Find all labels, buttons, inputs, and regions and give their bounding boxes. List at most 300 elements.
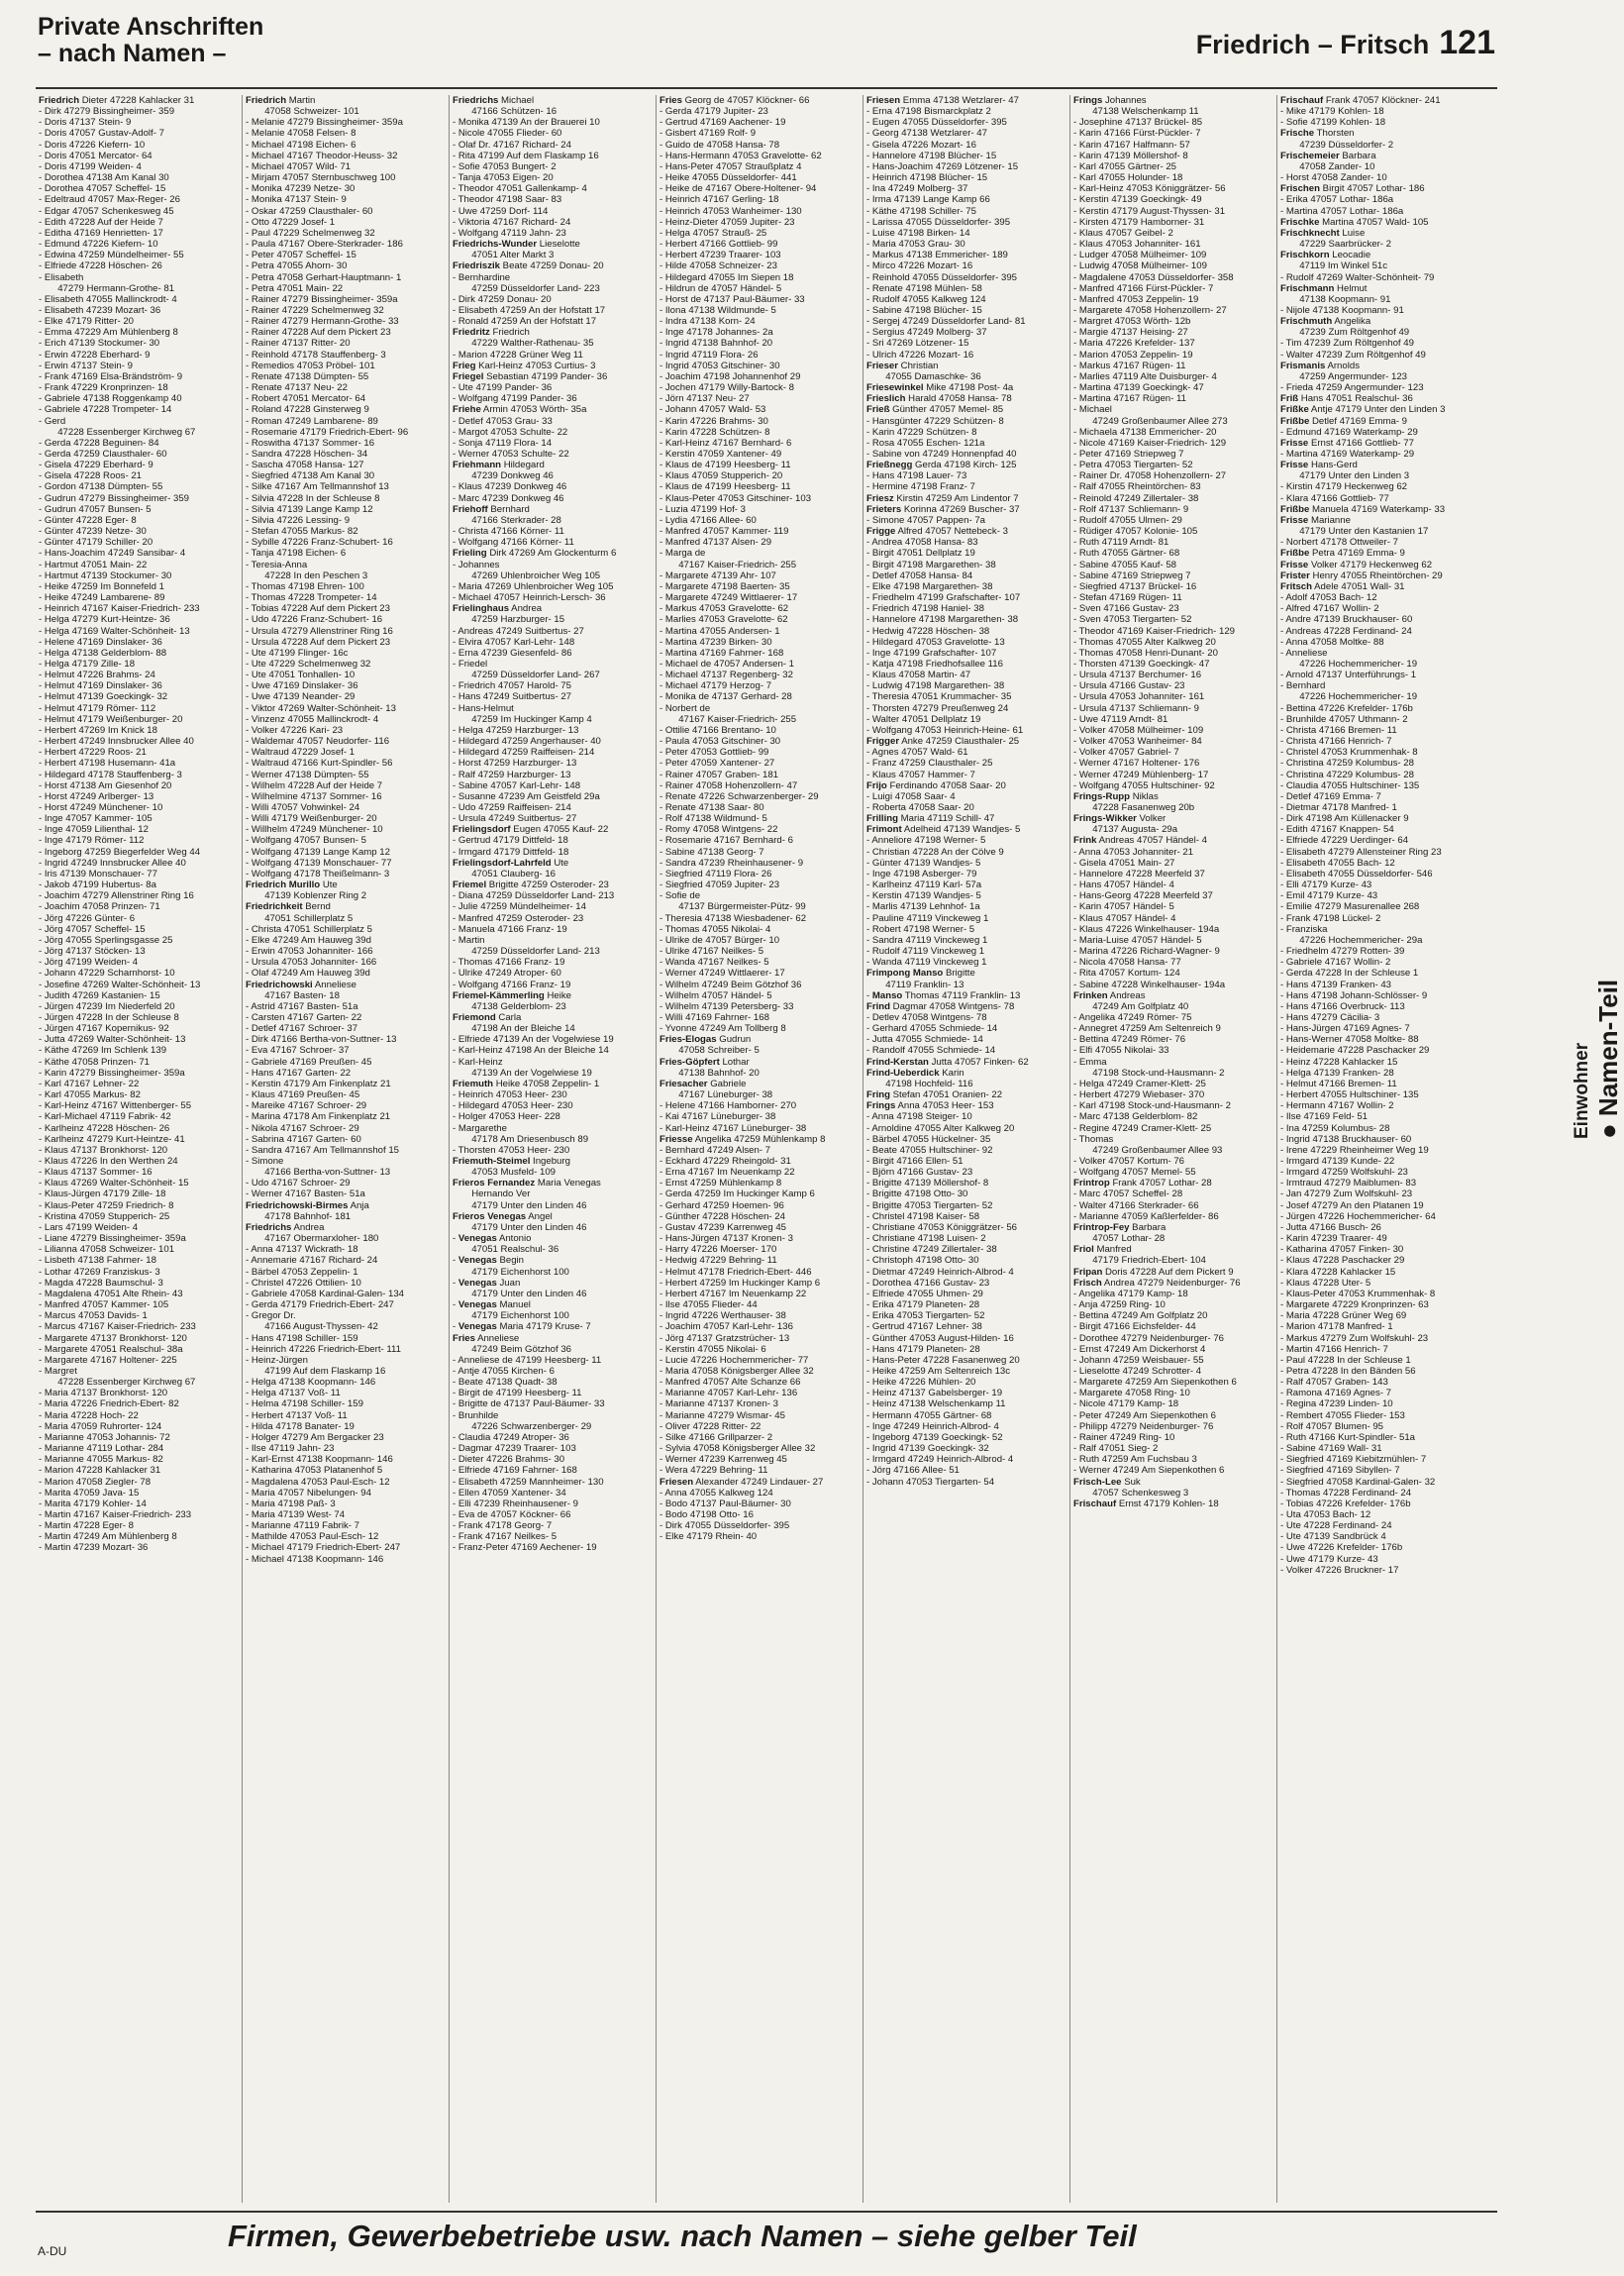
- directory-entry: - Emma 47229 Am Mühlenberg 8: [39, 327, 178, 339]
- directory-entry: - Gabriele 47169 Preußen- 45: [246, 1056, 372, 1068]
- directory-entry: - Heidemarie 47228 Paschacker 29: [1280, 1045, 1430, 1057]
- directory-entry: 47259 Düsseldorfer Land- 223: [453, 282, 600, 294]
- directory-entry: - Ute 47229 Schelmenweg 32: [246, 658, 371, 670]
- directory-entry: - Annegret 47259 Am Seltenreich 9: [1073, 1023, 1221, 1035]
- directory-entry: - Ingrid 47119 Flora- 26: [660, 349, 759, 361]
- directory-entry: - Hans-Joachim 47269 Lötzener- 15: [866, 160, 1019, 172]
- directory-entry: - Klaus 47169 Preußen- 45: [246, 1089, 360, 1101]
- directory-entry: - Friedel: [453, 658, 488, 670]
- directory-entry: - Marion 47228 Kahlacker 31: [39, 1465, 161, 1477]
- directory-entry: Frieslich Harald 47058 Hansa- 78: [866, 393, 1012, 405]
- directory-entry: - Klara 47166 Gottlieb- 77: [1280, 492, 1389, 504]
- directory-entry: - Antje 47055 Kirchen- 6: [453, 1365, 555, 1377]
- directory-entry: - Sandra 47119 Vinckeweg 1: [866, 934, 988, 946]
- directory-entry: - Martina 47167 Rügen- 11: [1073, 393, 1186, 405]
- directory-entry: - Wilhelm 47228 Auf der Heide 7: [246, 779, 383, 791]
- directory-entry: - Gerda 47179 Friedrich-Ebert- 247: [246, 1299, 394, 1311]
- directory-entry: - Rudolf 47269 Walter-Schönheit- 79: [1280, 271, 1435, 283]
- directory-entry: - Roman 47249 Lambarene- 89: [246, 415, 378, 427]
- directory-entry: - Ute 47199 Pander- 36: [453, 382, 553, 394]
- directory-entry: - Josefine 47269 Walter-Schönheit- 13: [39, 979, 201, 990]
- directory-entry: - Thomas 47058 Henri-Dunant- 20: [1073, 647, 1218, 659]
- directory-entry: 47166 Schützen- 16: [453, 106, 558, 118]
- directory-entry: - Dirk 47259 Donau- 20: [453, 293, 552, 305]
- directory-entry: - Andre 47139 Bruckhauser- 60: [1280, 614, 1413, 626]
- directory-entry: - Heinz-Jürgen: [246, 1354, 308, 1366]
- directory-entry: - Ursula 47166 Gustav- 23: [1073, 680, 1185, 692]
- directory-entry: - Marlies 47119 Alte Duisburger- 4: [1073, 370, 1217, 382]
- directory-entry: - Rainer 47228 Auf dem Pickert 23: [246, 327, 391, 339]
- directory-entry: 47138 Welschenkamp 11: [1073, 106, 1199, 118]
- directory-entry: - Werner 47249 Am Siepenkothen 6: [1073, 1465, 1225, 1477]
- directory-entry: - Martina 47139 Goeckingk- 47: [1073, 382, 1204, 394]
- directory-entry: Friehe Armin 47053 Wörth- 35a: [453, 404, 587, 416]
- directory-entry: - Sergius 47249 Molberg- 37: [866, 327, 987, 339]
- directory-entry: - Käthe 47058 Prinzen- 71: [39, 1056, 151, 1068]
- directory-entry: - Brigitte 47139 Möllershof- 8: [866, 1178, 989, 1190]
- directory-entry: - Dietmar 47178 Manfred- 1: [1280, 802, 1397, 813]
- directory-entry: - Martin: [453, 934, 485, 946]
- directory-entry: - Gerda 47228 In der Schleuse 1: [1280, 968, 1419, 980]
- directory-entry: - Ramona 47169 Agnes- 7: [1280, 1388, 1392, 1399]
- directory-entry: - Guido de 47058 Hansa- 78: [660, 139, 780, 151]
- directory-entry: - Klaus 47059 Stupperich- 20: [660, 470, 783, 482]
- directory-entry: - Renate 47138 Dümpten- 55: [246, 370, 369, 382]
- directory-entry: - Rainer 47057 Graben- 181: [660, 769, 778, 780]
- directory-entry: Friehmann Hildegard: [453, 460, 545, 471]
- directory-entry: - Birgit 47166 Eichsfelder- 44: [1073, 1321, 1196, 1333]
- directory-entry: - Margarete 47058 Ring- 10: [1073, 1388, 1190, 1399]
- directory-entry: 47139 Koblenzer Ring 2: [246, 890, 367, 902]
- directory-entry: - Rüdiger 47057 Kolonie- 105: [1073, 526, 1198, 538]
- directory-column-7: [1277, 95, 1484, 2203]
- directory-entry: Friehoff Bernhard: [453, 503, 530, 515]
- directory-entry: 47057 Lothar- 28: [1073, 1233, 1166, 1245]
- directory-entry: - Hildegard 47259 Angerhauser- 40: [453, 736, 601, 748]
- directory-entry: - Wolfgang 47139 Monschauer- 77: [246, 857, 392, 869]
- directory-entry: - Hildrun de 47057 Händel- 5: [660, 282, 782, 294]
- directory-entry: - Bodo 47137 Paul-Bäumer- 30: [660, 1498, 791, 1509]
- directory-entry: - Theodor 47169 Kaiser-Friedrich- 129: [1073, 625, 1235, 637]
- directory-entry: - Elfriede 47169 Fahrner- 168: [453, 1465, 577, 1477]
- directory-entry: - Uwe 47179 Kurze- 43: [1280, 1553, 1378, 1565]
- directory-entry: - Yvonne 47249 Am Tollberg 8: [660, 1023, 786, 1035]
- directory-entry: 47259 Harzburger- 15: [453, 614, 565, 626]
- directory-entry: - Klaus 47226 Winkelhauser- 194a: [1073, 923, 1220, 935]
- directory-entry: - Rainer Dr. 47058 Hohenzollern- 27: [1073, 470, 1227, 482]
- directory-entry: - Klaus 47137 Bronkhorst- 120: [39, 1144, 168, 1156]
- directory-entry: - Sergej 47249 Düsseldorfer Land- 81: [866, 316, 1026, 328]
- directory-entry: - Sabine 47055 Kauf- 58: [1073, 559, 1177, 570]
- directory-entry: - Jutta 47055 Schmiede- 14: [866, 1034, 983, 1046]
- directory-entry: - Venegas Juan: [453, 1277, 521, 1289]
- directory-entry: - Klaus 47057 Hammer- 7: [866, 769, 975, 780]
- directory-entry: Frischknecht Luise: [1280, 227, 1366, 239]
- directory-entry: 47055 Damaschke- 36: [866, 370, 981, 382]
- directory-entry: Frißbe Manuela 47169 Waterkamp- 33: [1280, 503, 1446, 515]
- directory-entry: - Tobias 47226 Krefelder- 176b: [1280, 1498, 1411, 1509]
- directory-entry: - Waltraud 47166 Kurt-Spindler- 56: [246, 758, 393, 770]
- directory-entry: - Anneliese: [1280, 647, 1328, 659]
- directory-entry: - Joachim 47058 Prinzen- 71: [39, 901, 160, 913]
- directory-entry: Friedrichkeit Bernd: [246, 901, 331, 913]
- directory-entry: - Gertrud 47179 Dittfeld- 18: [453, 835, 568, 847]
- directory-entry: - Manfred 47057 Kammer- 119: [660, 526, 789, 538]
- directory-entry: - Günter 47139 Wandjes- 5: [866, 857, 981, 869]
- directory-entry: 47166 Bertha-von-Suttner- 13: [246, 1167, 391, 1179]
- directory-entry: - Sandra 47228 Höschen- 34: [246, 449, 368, 460]
- directory-entry: - Lisbeth 47138 Fahrner- 18: [39, 1255, 156, 1267]
- directory-entry: - Klaus-Jürgen 47179 Zille- 18: [39, 1189, 166, 1200]
- directory-entry: - Johann 47259 Weisbauer- 55: [1073, 1354, 1204, 1366]
- directory-entry: - Ruth 47055 Gärtner- 68: [1073, 548, 1180, 560]
- directory-entry: - Heinz 47138 Welschenkamp 11: [866, 1398, 1006, 1410]
- directory-entry: - Rainer 47279 Bissingheimer- 359a: [246, 293, 398, 305]
- directory-entry: - Ulrike 47249 Atroper- 60: [453, 968, 561, 980]
- directory-entry: - Venegas Maria 47179 Kruse- 7: [453, 1321, 591, 1333]
- directory-entry: - Ilona 47138 Wildmunde- 5: [660, 304, 776, 316]
- directory-entry: - Karlheinz 47279 Kurt-Heintze- 41: [39, 1133, 185, 1145]
- directory-entry: - Rainer 47137 Ritter- 20: [246, 338, 351, 350]
- directory-entry: - Annemarie 47167 Richard- 24: [246, 1255, 378, 1267]
- directory-entry: - Horst 47259 Harzburger- 13: [453, 758, 577, 770]
- directory-entry: - Dorothea 47138 Am Kanal 30: [39, 172, 169, 184]
- directory-entry: Frilling Maria 47119 Schill- 47: [866, 813, 995, 825]
- directory-entry: - Lars 47199 Weiden- 4: [39, 1221, 139, 1233]
- directory-entry: - Alfred 47167 Wollin- 2: [1280, 603, 1379, 615]
- directory-entry: - Lydia 47166 Allee- 60: [660, 514, 757, 526]
- directory-entry: - Ingeborg 47139 Goeckingk- 52: [866, 1431, 1003, 1443]
- directory-entry: - Ronald 47259 An der Hofstatt 17: [453, 316, 597, 328]
- directory-entry: - Willi 47169 Fahrner- 168: [660, 1011, 769, 1023]
- footer-note: Firmen, Gewerbebetriebe usw. nach Namen – siehe gelber Teil: [228, 2219, 1137, 2253]
- directory-entry: 47198 Hochfeld- 116: [866, 1078, 973, 1089]
- directory-entry: 47228 Essenberger Kirchweg 67: [39, 1377, 196, 1389]
- directory-entry: 47228 Essenberger Kirchweg 67: [39, 426, 196, 438]
- directory-entry: - Brigitte 47053 Tiergarten- 52: [866, 1199, 993, 1211]
- directory-entry: - Michael 47137 Regenberg- 32: [660, 670, 793, 681]
- directory-entry: - Pauline 47119 Vinckeweg 1: [866, 912, 989, 924]
- directory-entry: - Ute 47051 Tonhallen- 10: [246, 670, 355, 681]
- directory-entry: - Jürgen 47167 Kopernikus- 92: [39, 1023, 169, 1035]
- directory-column-2: [243, 95, 450, 2203]
- directory-entry: - Hans 47167 Garten- 22: [246, 1067, 352, 1079]
- directory-entry: - Klaus de 47199 Heesberg- 11: [660, 481, 791, 493]
- directory-entry: - Marion 47228 Grüner Weg 11: [453, 349, 583, 361]
- directory-entry: - Ina 47249 Molberg- 37: [866, 183, 968, 195]
- directory-entry: Frischke Martina 47057 Wald- 105: [1280, 216, 1429, 228]
- directory-entry: - Elfriede 47228 Höschen- 26: [39, 260, 162, 272]
- directory-entry: - Udo 47167 Schroer- 29: [246, 1178, 351, 1190]
- directory-entry: - Arnoldine 47055 Alter Kalkweg 20: [866, 1122, 1015, 1134]
- directory-entry: - Mirjam 47057 Sternbuschweg 100: [246, 172, 396, 184]
- directory-entry: - Klaus 47057 Händel- 4: [1073, 912, 1176, 924]
- directory-entry: - Karin 47057 Händel- 5: [1073, 901, 1174, 913]
- directory-entry: - Uwe 47139 Neander- 29: [246, 691, 355, 703]
- directory-entry: - Marianne 47055 Markus- 82: [39, 1454, 163, 1466]
- directory-entry: - Karin 47166 Fürst-Pückler- 7: [1073, 128, 1201, 140]
- directory-entry: - Siegfried 47058 Kardinal-Galen- 32: [1280, 1476, 1436, 1488]
- directory-entry: - Helga 47139 Franken- 28: [1280, 1067, 1394, 1079]
- directory-entry: - Christa 47051 Schillerplatz 5: [246, 923, 372, 935]
- directory-entry: Frisch Andrea 47279 Neidenburger- 76: [1073, 1277, 1241, 1289]
- directory-entry: - Martin 47249 Am Mühlenberg 8: [39, 1531, 177, 1543]
- directory-entry: - Willi 47057 Vohwinkel- 24: [246, 802, 360, 813]
- directory-entry: Friesacher Gabriele: [660, 1078, 747, 1089]
- directory-entry: - Helene 47166 Hamborner- 270: [660, 1100, 797, 1112]
- directory-entry: - Ruth 47119 Arndt- 81: [1073, 537, 1169, 549]
- directory-entry: - Karl-Heinz 47167 Bernhard- 6: [660, 437, 792, 449]
- directory-entry: - Karin 47228 Schützen- 8: [660, 426, 770, 438]
- directory-entry: - Gisela 47229 Eberhard- 9: [39, 460, 153, 471]
- directory-entry: - Hermine 47198 Franz- 7: [866, 481, 975, 493]
- directory-entry: Friemel-Kämmerling Heike: [453, 989, 571, 1001]
- directory-entry: Frischmann Helmut: [1280, 282, 1368, 294]
- directory-entry: - Walter 47051 Dellplatz 19: [866, 713, 981, 725]
- directory-entry: 47137 Augusta- 29a: [1073, 824, 1178, 836]
- directory-entry: 47166 August-Thyssen- 42: [246, 1321, 378, 1333]
- directory-entry: - Angelika 47249 Römer- 75: [1073, 1011, 1192, 1023]
- directory-entry: - Peter 47249 Am Siepenkothen 6: [1073, 1409, 1217, 1421]
- directory-entry: - Karl 47198 Stock-und-Hausmann- 2: [1073, 1100, 1231, 1112]
- directory-entry: - Hannelore 47198 Blücher- 15: [866, 150, 997, 161]
- directory-entry: - Kirsten 47179 Hamborner- 31: [1073, 216, 1205, 228]
- directory-entry: - Inge 47249 Heinrich-Albrod- 4: [866, 1420, 999, 1432]
- directory-entry: - Melanie 47279 Bissingheimer- 359a: [246, 117, 403, 129]
- directory-entry: - Elisabeth 47055 Mallinckrodt- 4: [39, 293, 177, 305]
- directory-entry: - Gabriele 47138 Roggenkamp 40: [39, 393, 182, 405]
- directory-entry: - Klaus-Peter 47259 Friedrich- 8: [39, 1199, 174, 1211]
- directory-entry: - Edith 47228 Auf der Heide 7: [39, 216, 163, 228]
- directory-entry: 47239 Donkweg 46: [453, 470, 554, 482]
- directory-entry: - Ellen 47059 Xantener- 34: [453, 1487, 566, 1499]
- directory-entry: - Paula 47167 Obere-Sterkrader- 186: [246, 239, 403, 251]
- directory-entry: - Reinhold 47055 Düsseldorfer- 395: [866, 271, 1017, 283]
- directory-entry: 47229 Saarbrücker- 2: [1280, 239, 1391, 251]
- directory-entry: Friemond Carla: [453, 1011, 522, 1023]
- directory-entry: 47178 Am Driesenbusch 89: [453, 1133, 589, 1145]
- directory-entry: - Teresia-Anna: [246, 559, 308, 570]
- directory-entry: - Karin 47239 Traarer- 49: [1280, 1233, 1387, 1245]
- directory-entry: - Ingrid 47138 Bahnhof- 20: [660, 338, 773, 350]
- directory-entry: - Josef 47279 An den Platanen 19: [1280, 1199, 1424, 1211]
- directory-entry: - Thomas: [1073, 1133, 1114, 1145]
- directory-entry: - Christine 47249 Zillertaler- 38: [866, 1244, 997, 1256]
- directory-entry: - Rudolf 47055 Kalkweg 124: [866, 293, 986, 305]
- directory-entry: - Erika 47057 Lothar- 186a: [1280, 194, 1394, 206]
- directory-entry: - Martina 47239 Birken- 30: [660, 636, 772, 648]
- directory-entry: Fring Stefan 47051 Oranien- 22: [866, 1089, 1003, 1101]
- directory-entry: - Katja 47198 Friedhofsallee 116: [866, 658, 1003, 670]
- directory-entry: - Karin 47279 Bissingheimer- 359a: [39, 1067, 185, 1079]
- directory-entry: - Hildegard 47053 Heer- 230: [453, 1100, 573, 1112]
- directory-entry: - Siegfried 47059 Jupiter- 23: [660, 879, 780, 891]
- directory-entry: - Lieselotte 47249 Schrotter- 4: [1073, 1365, 1202, 1377]
- directory-entry: - Michael 47198 Eichen- 6: [246, 139, 356, 151]
- directory-entry: 47166 Sterkrader- 28: [453, 514, 561, 526]
- directory-entry: - Petra 47053 Tiergarten- 52: [1073, 460, 1193, 471]
- directory-entry: - Larissa 47055 Düsseldorfer- 395: [866, 216, 1011, 228]
- directory-entry: - Willi 47179 Weißenburger- 20: [246, 813, 377, 825]
- directory-entry: - Kai 47167 Lüneburger- 38: [660, 1111, 776, 1123]
- directory-entry: - Jürgen 47239 Im Niederfeld 20: [39, 1000, 175, 1012]
- directory-entry: Friemuth-Steimel Ingeburg: [453, 1156, 570, 1167]
- directory-column-5: [863, 95, 1070, 2203]
- directory-entry: - Sabine 47228 Winkelhauser- 194a: [1073, 979, 1226, 990]
- directory-entry: - Bettina 47226 Krefelder- 176b: [1280, 702, 1413, 714]
- directory-entry: - Iris 47139 Monschauer- 77: [39, 868, 157, 879]
- directory-entry: - Venegas Begin: [453, 1255, 525, 1267]
- directory-entry: - Martina 47169 Fahrner- 168: [660, 647, 784, 659]
- directory-entry: - Karl 47055 Holunder- 18: [1073, 172, 1183, 184]
- directory-entry: 47239 Zum Röltgenhof 49: [1280, 327, 1410, 339]
- directory-entry: Friegel Sebastian 47199 Pander- 36: [453, 370, 608, 382]
- directory-entry: - Robert 47051 Mercator- 64: [246, 393, 366, 405]
- directory-entry: - Sabrina 47167 Garten- 60: [246, 1133, 361, 1145]
- directory-entry: - Renate 47137 Neu- 22: [246, 382, 348, 394]
- directory-entry: - Regine 47249 Cramer-Klett- 25: [1073, 1122, 1212, 1134]
- directory-entry: 47167 Basten- 18: [246, 989, 340, 1001]
- directory-entry: - Lucie 47226 Hochemmericher- 77: [660, 1354, 809, 1366]
- directory-entry: Fries-Göpfert Lothar: [660, 1056, 750, 1068]
- directory-entry: 47279 Hermann-Grothe- 81: [39, 282, 175, 294]
- directory-entry: - Jochen 47179 Willy-Bartock- 8: [660, 382, 794, 394]
- directory-entry: - Margarete 47137 Bronkhorst- 120: [39, 1332, 187, 1344]
- directory-entry: - Inge 47199 Grafschafter- 107: [866, 647, 997, 659]
- directory-entry: - Jörg 47057 Scheffel- 15: [39, 923, 146, 935]
- directory-entry: - Heinz 47137 Gabelsberger- 19: [866, 1388, 1003, 1399]
- directory-entry: - Günther 47053 August-Hilden- 16: [866, 1332, 1014, 1344]
- directory-entry: - Otto 47229 Josef- 1: [246, 216, 336, 228]
- directory-entry: - Helga 47137 Voß- 11: [246, 1388, 341, 1399]
- directory-entry: - Volker 47057 Gabriel- 7: [1073, 747, 1179, 759]
- directory-entry: 47249 Großenbaumer Allee 273: [1073, 415, 1228, 427]
- directory-entry: - Ulrike de 47057 Bürger- 10: [660, 934, 780, 946]
- directory-entry: - Bernhard: [1280, 680, 1326, 692]
- directory-entry: - Wolfgang 47055 Hultschiner- 92: [1073, 779, 1215, 791]
- directory-entry: - Sven 47053 Tiergarten- 52: [1073, 614, 1192, 626]
- directory-entry: - Ingeborg 47259 Biegerfelder Weg 44: [39, 846, 201, 858]
- directory-entry: - Karin 47226 Brahms- 30: [660, 415, 768, 427]
- directory-entry: - Maria 47059 Ruhrorter- 124: [39, 1420, 162, 1432]
- directory-entry: - Jutta 47269 Walter-Schönheit- 13: [39, 1034, 186, 1046]
- directory-entry: - Andreas 47249 Suitbertus- 27: [453, 625, 584, 637]
- directory-entry: - Uwe 47226 Krefelder- 176b: [1280, 1542, 1403, 1554]
- directory-entry: - Beate 47138 Quadt- 38: [453, 1377, 558, 1389]
- directory-entry: - Margarete 47058 Hohenzollern- 27: [1073, 304, 1227, 316]
- directory-entry: - Peter 47059 Xantener- 27: [660, 758, 775, 770]
- directory-entry: - Christiane 47053 Königgrätzer- 56: [866, 1221, 1017, 1233]
- directory-entry: - Hans-Peter 47228 Fasanenweg 20: [866, 1354, 1020, 1366]
- directory-entry: - Ralf 47259 Harzburger- 13: [453, 769, 571, 780]
- directory-entry: - Gudrun 47279 Bissingheimer- 359: [39, 492, 189, 504]
- directory-entry: 47179 Unter den Linden 46: [453, 1199, 587, 1211]
- directory-entry: - Ursula 47228 Auf dem Pickert 23: [246, 636, 391, 648]
- directory-entry: - Elisabeth 47055 Bach- 12: [1280, 857, 1395, 869]
- directory-entry: - Sybille 47226 Franz-Schubert- 16: [246, 537, 393, 549]
- directory-entry: - Hedwig 47228 Höschen- 38: [866, 625, 990, 637]
- directory-entry: - Michael 47138 Koopmann- 146: [246, 1553, 384, 1565]
- directory-entry: - Manfred 47057 Alte Schanze 66: [660, 1377, 801, 1389]
- directory-entry: - Wilhelm 47057 Händel- 5: [660, 989, 772, 1001]
- directory-entry: - Marianne 47057 Karl-Lehr- 136: [660, 1388, 798, 1399]
- directory-entry: - Elisabeth 47239 Mozart- 36: [39, 304, 161, 316]
- directory-entry: Friesewinkel Mike 47198 Post- 4a: [866, 382, 1014, 394]
- directory-entry: - Wilhelmine 47137 Sommer- 16: [246, 790, 382, 802]
- directory-entry: - Werner 47138 Dümpten- 55: [246, 769, 369, 780]
- directory-entry: - Tim 47239 Zum Röltgenhof 49: [1280, 338, 1414, 350]
- directory-entry: - Hedwig 47229 Behring- 11: [660, 1255, 777, 1267]
- directory-entry: - Lothar 47269 Franziskus- 3: [39, 1266, 160, 1278]
- directory-entry: - Edeltraud 47057 Max-Reger- 26: [39, 194, 180, 206]
- directory-entry: - Rolf 47137 Schliemann- 9: [1073, 503, 1189, 515]
- directory-entry: - Herbert 47198 Husemann- 41a: [39, 758, 176, 770]
- directory-entry: 47057 Schenkesweg 3: [1073, 1487, 1189, 1499]
- directory-entry: - Rolf 47057 Blumen- 95: [1280, 1420, 1383, 1432]
- directory-entry: - Hans-Jürgen 47169 Agnes- 7: [1280, 1023, 1410, 1035]
- directory-entry: - Siegfried 47137 Brückel- 16: [1073, 580, 1197, 592]
- directory-entry: - Manfred 47166 Fürst-Pückler- 7: [1073, 282, 1214, 294]
- directory-columns: [36, 95, 1487, 2203]
- directory-entry: Frintrop-Fey Barbara: [1073, 1221, 1167, 1233]
- directory-entry: 47179 Unter den Linden 46: [453, 1221, 587, 1233]
- directory-entry: - Gerda 47179 Jupiter- 23: [660, 106, 768, 118]
- directory-entry: - Hans 47198 Schiller- 159: [246, 1332, 358, 1344]
- directory-entry: - Silke 47167 Am Tellmannshof 13: [246, 481, 389, 493]
- directory-entry: - Markus 47279 Zum Wolfskuhl- 23: [1280, 1332, 1429, 1344]
- directory-entry: - Dirk 47055 Düsseldorfer- 395: [660, 1520, 790, 1532]
- directory-entry: - Michael 47179 Friedrich-Ebert- 247: [246, 1542, 401, 1554]
- directory-entry: - Siegfried 47169 Sibyllen- 7: [1280, 1465, 1400, 1477]
- directory-entry: - Eva 47167 Schroer- 37: [246, 1045, 350, 1057]
- directory-entry: - Margarete 47259 Am Siepenkothen 6: [1073, 1377, 1237, 1389]
- directory-entry: - Wanda 47167 Neilkes- 5: [660, 957, 769, 969]
- directory-entry: - Ludger 47058 Mülheimer- 109: [1073, 250, 1207, 261]
- directory-entry: - Heinrich 47198 Blücher- 15: [866, 172, 988, 184]
- directory-entry: - Marion 47178 Manfred- 1: [1280, 1321, 1393, 1333]
- directory-entry: Frismanis Arnolds: [1280, 360, 1360, 371]
- directory-entry: 47137 Bürgermeister-Pütz- 99: [660, 901, 806, 913]
- directory-entry: - Karl 47055 Gärtner- 25: [1073, 160, 1176, 172]
- directory-entry: - Maria-Luise 47057 Händel- 5: [1073, 934, 1202, 946]
- directory-entry: - Magdalene 47053 Düsseldorfer- 358: [1073, 271, 1234, 283]
- directory-entry: 47167 Kaiser-Friedrich- 255: [660, 559, 797, 570]
- directory-entry: - Uwe 47259 Dorf- 114: [453, 205, 549, 217]
- directory-entry: Friedrich Dieter 47228 Kahlacker 31: [39, 95, 195, 106]
- directory-entry: - Karl-Heinz 47167 Lüneburger- 38: [660, 1122, 807, 1134]
- directory-entry: - Gerd: [39, 415, 66, 427]
- directory-entry: 47051 Clauberg- 16: [453, 868, 556, 879]
- directory-entry: - Marc 47239 Donkweg 46: [453, 492, 564, 504]
- footer-rule: [36, 2211, 1497, 2213]
- directory-entry: - Julie 47259 Mündelheimer- 14: [453, 901, 586, 913]
- directory-entry: 47229 Walther-Rathenau- 35: [453, 338, 594, 350]
- directory-entry: - Hartmut 47051 Main- 22: [39, 559, 148, 570]
- directory-entry: - Karin 47229 Schützen- 8: [866, 426, 977, 438]
- directory-entry: - Ursula 47137 Berchumer- 16: [1073, 670, 1202, 681]
- directory-entry: - Marianne 47119 Lothar- 284: [39, 1443, 164, 1455]
- directory-entry: - Viktor 47269 Walter-Schönheit- 13: [246, 702, 396, 714]
- directory-entry: - Marita 47179 Kohler- 14: [39, 1498, 147, 1509]
- directory-entry: - Gregor Dr.: [246, 1310, 296, 1322]
- side-tab-line2: ● Namen-Teil: [1593, 979, 1623, 1139]
- directory-entry: - Herbert 47239 Traarer- 103: [660, 250, 781, 261]
- directory-entry: - Melanie 47058 Felsen- 8: [246, 128, 356, 140]
- directory-entry: - Friedhelm 47279 Rotten- 39: [1280, 946, 1405, 958]
- directory-entry: - Brunhilde 47057 Uthmann- 2: [1280, 713, 1408, 725]
- directory-entry: - Günter 47228 Eger- 8: [39, 514, 137, 526]
- directory-entry: - Thomas 47055 Nikolai- 4: [660, 923, 771, 935]
